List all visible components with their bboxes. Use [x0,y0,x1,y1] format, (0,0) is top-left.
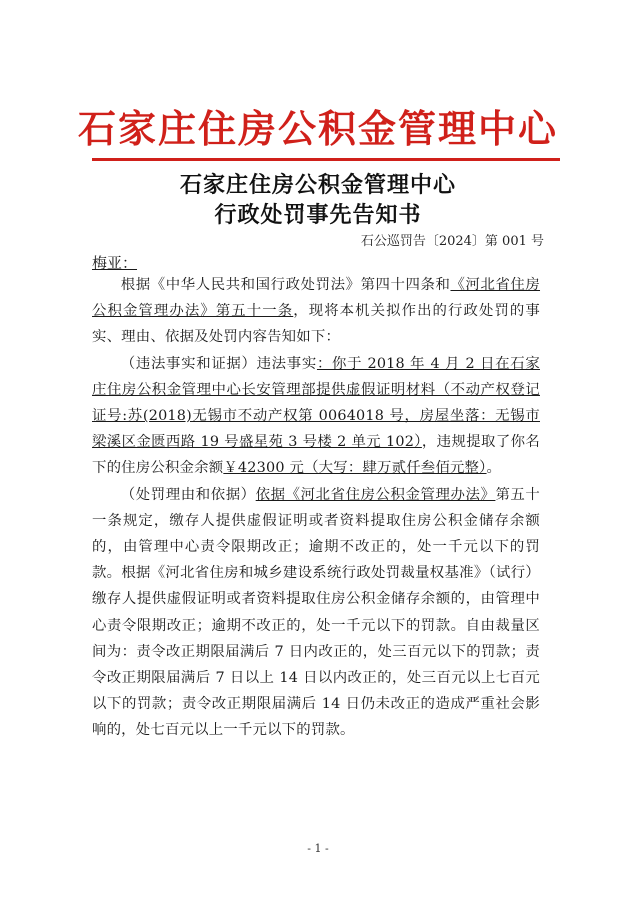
paragraph-legal-basis [92,272,540,351]
p1-text-c: ，现将本机关拟作出的行政处罚的事实、理由、依据及处罚内容告知如下： [92,303,541,346]
red-header-rule [92,158,560,161]
paragraph-penalty-reasons [92,482,540,744]
org-header: 石家庄住房公积金管理中心 [77,106,558,151]
p2-text-a: （违法事实和证据）违法事实 [120,355,317,372]
p3-text-b: 依据《河北省住房公积金管理办法》 [255,486,496,503]
p1-text-a: 根据《中华人民共和国行政处罚法》第四十四条和 [120,277,451,293]
notice-body [92,272,540,744]
p3-text-c: 第五十一条规定，缴存人提供虚假证明或者资料提取住房公积金储存余额的，由管理中心责令限期改正；逾期不改正的，处一千元以下的罚款。根据《河北省住房和城乡建设系统行政处罚裁量权基准》（试行）缴存人提供虚假证明或者资料提取住房公积金储存余额的，由管理中心责令限期改正；逾期不改正的，处一千元以下的罚款。自由裁量区间为：责令改正期限届满后 7 日内改正的，处三百元以下的罚款；责令改正期限届满后 7 日以上 14 日以内改正的，处三百元以上七百元以下的罚款；责令改正期限届满后 14 日仍未改正的造成严重社会影响的，处七百元以上一千元以下的罚款。 [92,486,540,739]
paragraph-violation-facts [92,351,540,482]
p2-text-c: ，违规提取了你名下的住房公积金余额 [92,434,540,477]
p2-text-b: ：你于 2018 年 4 月 2 日在石家庄住房公积金管理中心长安管理部提供虚假证明材料（不动产权登记证号:苏(2018)无锡市不动产权第 0064018 号，房屋坐落：无锡市梁溪区金匮西路 19 号盛星苑 3 号楼 2 单元 102） [92,355,540,451]
p2-text-d: ￥42300 元（大写：肆万贰仟叁佰元整） [223,460,487,477]
doc-title-line2: 行政处罚事先告知书 [214,202,422,228]
addressee-name: 梅亚： [92,254,138,272]
p1-text-b: 《河北省住房公积金管理办法》第五十一条 [92,277,541,320]
addressee [92,252,137,273]
p2-text-e: 。 [486,460,502,477]
p3-text-a: （处罚理由和依据） [120,486,256,503]
doc-title-line1: 石家庄住房公积金管理中心 [179,172,456,198]
doc-number: 石公巡罚告〔2024〕第 001 号 [360,234,544,249]
page-number: - 1 - [307,842,329,855]
